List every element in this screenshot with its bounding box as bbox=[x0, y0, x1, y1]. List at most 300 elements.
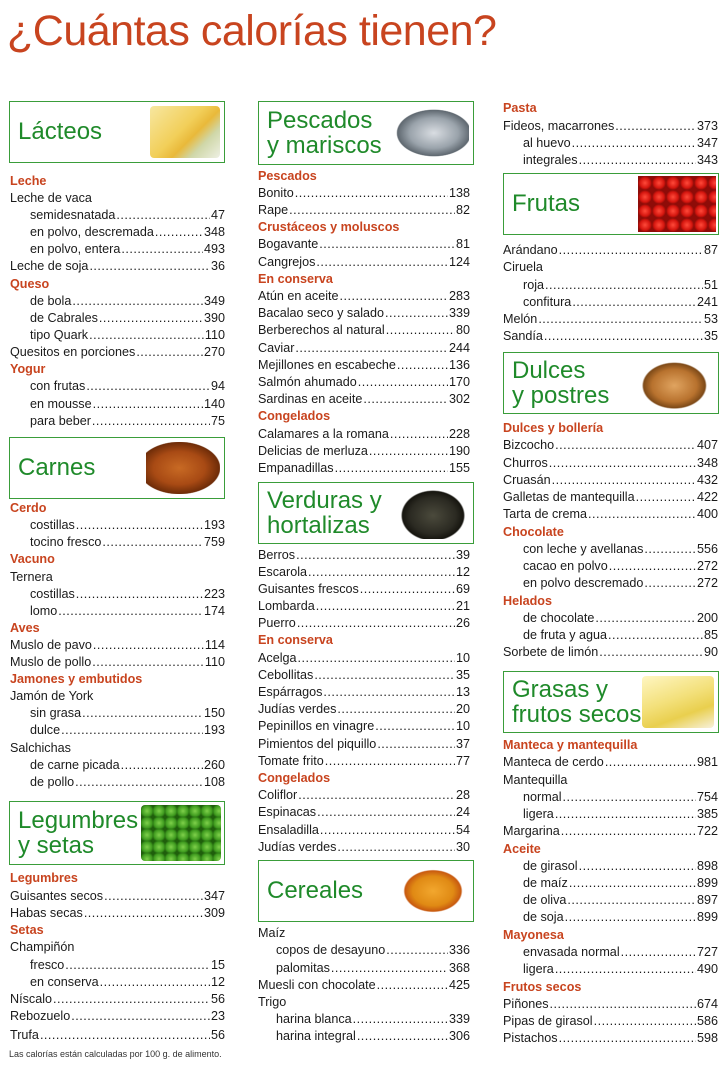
food-name: tocino fresco bbox=[30, 535, 102, 549]
dot-leader bbox=[295, 340, 448, 357]
food-row bbox=[10, 637, 225, 654]
food-group-label: Ternera bbox=[10, 570, 53, 584]
calorie-value: 272 bbox=[696, 559, 718, 573]
calorie-value: 228 bbox=[448, 427, 470, 441]
section-title-line2: y setas bbox=[18, 832, 95, 859]
food-row bbox=[523, 875, 718, 892]
food-name: Espárragos bbox=[258, 685, 323, 699]
dot-leader bbox=[325, 753, 455, 770]
calorie-value: 69 bbox=[455, 582, 470, 596]
food-row bbox=[30, 310, 225, 327]
category-heading: En conserva bbox=[258, 272, 333, 286]
food-row bbox=[503, 472, 718, 489]
calorie-value: 898 bbox=[696, 859, 718, 873]
calorie-value: 90 bbox=[703, 645, 718, 659]
food-name: en polvo, entera bbox=[30, 242, 121, 256]
dot-leader bbox=[357, 1028, 448, 1045]
food-name: Habas secas bbox=[10, 906, 83, 920]
food-row bbox=[30, 413, 225, 430]
calorie-value: 12 bbox=[210, 975, 225, 989]
dot-leader bbox=[100, 974, 210, 991]
food-name: en polvo, descremada bbox=[30, 225, 154, 239]
food-name: en mousse bbox=[30, 397, 92, 411]
dot-leader bbox=[76, 586, 203, 603]
calorie-value: 349 bbox=[203, 294, 225, 308]
dot-leader bbox=[337, 701, 455, 718]
food-row bbox=[10, 991, 225, 1008]
category-heading: Mayonesa bbox=[503, 928, 564, 942]
calorie-value: 347 bbox=[203, 889, 225, 903]
food-row bbox=[30, 534, 225, 551]
calorie-value: 302 bbox=[448, 392, 470, 406]
dot-leader bbox=[644, 575, 696, 592]
food-row bbox=[258, 667, 470, 684]
food-name: Judías verdes bbox=[258, 840, 337, 854]
food-row bbox=[523, 575, 718, 592]
food-row bbox=[258, 460, 470, 477]
calorie-value: 490 bbox=[696, 962, 718, 976]
food-row bbox=[523, 858, 718, 875]
food-group-label: Jamón de York bbox=[10, 689, 94, 703]
food-row bbox=[276, 960, 470, 977]
food-name: cacao en polvo bbox=[523, 559, 608, 573]
calorie-value: 37 bbox=[455, 737, 470, 751]
section-frutas bbox=[503, 173, 719, 235]
calorie-value: 35 bbox=[703, 329, 718, 343]
calorie-value: 348 bbox=[203, 225, 225, 239]
dot-leader bbox=[75, 774, 203, 791]
category-heading: Frutos secos bbox=[503, 980, 582, 994]
food-row bbox=[523, 277, 718, 294]
dot-leader bbox=[136, 344, 203, 361]
food-name: roja bbox=[523, 278, 544, 292]
food-name: harina blanca bbox=[276, 1012, 352, 1026]
food-row bbox=[258, 357, 470, 374]
food-row bbox=[258, 202, 470, 219]
calorie-value: 28 bbox=[455, 788, 470, 802]
calorie-value: 722 bbox=[696, 824, 718, 838]
food-row bbox=[276, 1028, 470, 1045]
category-heading: Aves bbox=[10, 621, 40, 635]
calorie-value: 190 bbox=[448, 444, 470, 458]
fish-image bbox=[391, 106, 469, 160]
section-title-line1: Pescados bbox=[267, 107, 373, 134]
food-row bbox=[523, 944, 718, 961]
dot-leader bbox=[99, 310, 203, 327]
section-title-line2: hortalizas bbox=[267, 512, 370, 539]
dot-leader bbox=[385, 305, 448, 322]
dot-leader bbox=[121, 757, 203, 774]
food-group-label: Ciruela bbox=[503, 260, 543, 274]
calorie-value: 400 bbox=[696, 507, 718, 521]
category-heading: Leche bbox=[10, 174, 47, 188]
food-row bbox=[10, 1008, 225, 1025]
calorie-value: 586 bbox=[696, 1014, 718, 1028]
food-row bbox=[30, 757, 225, 774]
food-name: Muslo de pavo bbox=[10, 638, 92, 652]
food-row bbox=[258, 547, 470, 564]
food-row bbox=[523, 294, 718, 311]
dot-leader bbox=[289, 202, 455, 219]
calorie-value: 81 bbox=[455, 237, 470, 251]
footnote: Las calorías están calculadas por 100 g. de alimento. bbox=[9, 1049, 222, 1059]
food-row bbox=[30, 517, 225, 534]
calorie-value: 39 bbox=[455, 548, 470, 562]
food-name: Galletas de mantequilla bbox=[503, 490, 635, 504]
calorie-value: 200 bbox=[696, 611, 718, 625]
food-name: dulce bbox=[30, 723, 61, 737]
dot-leader bbox=[579, 858, 696, 875]
dot-leader bbox=[92, 654, 204, 671]
dot-leader bbox=[104, 888, 203, 905]
section-title-line2: y postres bbox=[512, 382, 610, 409]
food-name: Lombarda bbox=[258, 599, 315, 613]
dot-leader bbox=[84, 905, 203, 922]
calorie-value: 15 bbox=[210, 958, 225, 972]
calorie-value: 407 bbox=[696, 438, 718, 452]
dot-leader bbox=[65, 957, 210, 974]
calorie-value: 241 bbox=[696, 295, 718, 309]
food-name: Berros bbox=[258, 548, 296, 562]
dot-leader bbox=[588, 506, 696, 523]
calorie-value: 82 bbox=[455, 203, 470, 217]
food-row bbox=[30, 396, 225, 413]
food-row bbox=[503, 328, 718, 345]
dot-leader bbox=[58, 603, 203, 620]
food-row bbox=[503, 644, 718, 661]
calorie-value: 272 bbox=[696, 576, 718, 590]
food-row bbox=[10, 344, 225, 361]
food-name: en polvo descremado bbox=[523, 576, 644, 590]
food-name: Calamares a la romana bbox=[258, 427, 389, 441]
food-row bbox=[503, 311, 718, 328]
food-name: fresco bbox=[30, 958, 65, 972]
food-row bbox=[30, 722, 225, 739]
food-name: Delicias de merluza bbox=[258, 444, 368, 458]
food-row bbox=[523, 152, 718, 169]
dot-leader bbox=[331, 960, 448, 977]
calorie-value: 54 bbox=[455, 823, 470, 837]
food-name: con frutas bbox=[30, 379, 86, 393]
food-name: Muslo de pollo bbox=[10, 655, 92, 669]
calorie-value: 110 bbox=[204, 328, 225, 342]
food-name: sin grasa bbox=[30, 706, 82, 720]
calorie-value: 94 bbox=[210, 379, 225, 393]
food-group-label: Leche de vaca bbox=[10, 191, 92, 205]
dot-leader bbox=[295, 185, 448, 202]
dot-leader bbox=[358, 374, 448, 391]
food-name: Cangrejos bbox=[258, 255, 316, 269]
dot-leader bbox=[549, 455, 696, 472]
calorie-value: 56 bbox=[210, 992, 225, 1006]
calorie-value: 897 bbox=[696, 893, 718, 907]
food-row bbox=[503, 437, 718, 454]
food-name: de Cabrales bbox=[30, 311, 98, 325]
category-heading: Aceite bbox=[503, 842, 541, 856]
food-name: de maíz bbox=[523, 876, 568, 890]
food-row bbox=[30, 327, 225, 344]
section-title-line2: frutos secos bbox=[512, 701, 642, 728]
dot-leader bbox=[323, 684, 455, 701]
dot-leader bbox=[565, 909, 696, 926]
dot-leader bbox=[92, 413, 210, 430]
calorie-value: 108 bbox=[203, 775, 225, 789]
food-name: Tomate frito bbox=[258, 754, 324, 768]
calorie-value: 35 bbox=[455, 668, 470, 682]
food-name: Manteca de cerdo bbox=[503, 755, 604, 769]
food-row bbox=[258, 839, 470, 856]
dot-leader bbox=[563, 789, 696, 806]
food-row bbox=[258, 185, 470, 202]
calorie-value: 270 bbox=[203, 345, 225, 359]
food-row bbox=[258, 288, 470, 305]
food-row bbox=[258, 322, 470, 339]
cereal-bowl-image bbox=[397, 865, 469, 917]
dot-leader bbox=[599, 644, 703, 661]
dot-leader bbox=[550, 996, 696, 1013]
food-row bbox=[258, 977, 470, 994]
food-name: Ensaladilla bbox=[258, 823, 319, 837]
dot-leader bbox=[116, 207, 210, 224]
category-heading: Dulces y bollería bbox=[503, 421, 604, 435]
calorie-value: 10 bbox=[455, 719, 470, 733]
food-row bbox=[10, 1027, 225, 1044]
section-title: Carnes bbox=[18, 454, 96, 481]
calorie-value: 114 bbox=[204, 638, 225, 652]
dot-leader bbox=[72, 293, 203, 310]
food-name: Bonito bbox=[258, 186, 294, 200]
food-row bbox=[30, 224, 225, 241]
category-heading: Chocolate bbox=[503, 525, 564, 539]
food-name: Atún en aceite bbox=[258, 289, 339, 303]
calorie-value: 981 bbox=[696, 755, 718, 769]
calorie-value: 493 bbox=[203, 242, 225, 256]
food-name: Cruasán bbox=[503, 473, 551, 487]
food-name: de chocolate bbox=[523, 611, 595, 625]
calorie-value: 373 bbox=[696, 119, 718, 133]
food-row bbox=[258, 374, 470, 391]
food-name: Puerro bbox=[258, 616, 296, 630]
category-heading: En conserva bbox=[258, 633, 333, 647]
food-name: Arándano bbox=[503, 243, 558, 257]
calorie-value: 24 bbox=[455, 805, 470, 819]
food-row bbox=[523, 541, 718, 558]
food-name: palomitas bbox=[276, 961, 330, 975]
category-heading: Helados bbox=[503, 594, 552, 608]
calorie-value: 339 bbox=[448, 1012, 470, 1026]
dot-leader bbox=[308, 564, 455, 581]
section-title: Cereales bbox=[267, 877, 364, 904]
calorie-value: 283 bbox=[448, 289, 470, 303]
calorie-value: 85 bbox=[703, 628, 718, 642]
dot-leader bbox=[559, 242, 703, 259]
food-name: copos de desayuno bbox=[276, 943, 386, 957]
category-heading: Manteca y mantequilla bbox=[503, 738, 638, 752]
calorie-value: 150 bbox=[203, 706, 225, 720]
food-row bbox=[258, 718, 470, 735]
food-row bbox=[503, 1030, 718, 1047]
calorie-value: 674 bbox=[696, 997, 718, 1011]
dot-leader bbox=[595, 610, 696, 627]
food-name: Tarta de crema bbox=[503, 507, 587, 521]
food-name: Judías verdes bbox=[258, 702, 337, 716]
food-name: de carne picada bbox=[30, 758, 120, 772]
calorie-value: 339 bbox=[448, 306, 470, 320]
food-name: para beber bbox=[30, 414, 91, 428]
food-name: Espinacas bbox=[258, 805, 317, 819]
dot-leader bbox=[363, 391, 448, 408]
dot-leader bbox=[386, 942, 448, 959]
calorie-value: 87 bbox=[703, 243, 718, 257]
calorie-value: 174 bbox=[203, 604, 225, 618]
dot-leader bbox=[621, 944, 696, 961]
calorie-value: 223 bbox=[203, 587, 225, 601]
food-group-label: Mantequilla bbox=[503, 773, 568, 787]
dot-leader bbox=[609, 558, 696, 575]
calorie-value: 12 bbox=[455, 565, 470, 579]
dot-leader bbox=[375, 718, 455, 735]
dot-leader bbox=[93, 396, 203, 413]
calorie-value: 110 bbox=[204, 655, 225, 669]
dot-leader bbox=[377, 977, 448, 994]
butter-image bbox=[642, 676, 714, 728]
food-name: Fideos, macarrones bbox=[503, 119, 615, 133]
category-heading: Legumbres bbox=[10, 871, 78, 885]
food-name: lomo bbox=[30, 604, 58, 618]
food-name: Margarina bbox=[503, 824, 560, 838]
section-title-line2: y mariscos bbox=[267, 132, 382, 159]
food-row bbox=[30, 378, 225, 395]
section-title: Frutas bbox=[512, 190, 581, 217]
food-row bbox=[30, 705, 225, 722]
food-row bbox=[258, 804, 470, 821]
strawberries-image bbox=[638, 176, 716, 232]
food-row bbox=[10, 258, 225, 275]
dot-leader bbox=[298, 650, 455, 667]
calorie-value: 899 bbox=[696, 876, 718, 890]
food-name: Bacalao seco y salado bbox=[258, 306, 385, 320]
dot-leader bbox=[615, 118, 696, 135]
food-name: Bogavante bbox=[258, 237, 319, 251]
category-heading: Crustáceos y moluscos bbox=[258, 220, 400, 234]
food-name: Pistachos bbox=[503, 1031, 558, 1045]
section-dulces bbox=[503, 352, 719, 414]
dot-leader bbox=[636, 489, 696, 506]
category-heading: Setas bbox=[10, 923, 44, 937]
dot-leader bbox=[608, 627, 703, 644]
calorie-value: 754 bbox=[696, 790, 718, 804]
category-heading: Pescados bbox=[258, 169, 317, 183]
calorie-value: 140 bbox=[203, 397, 225, 411]
dot-leader bbox=[644, 541, 696, 558]
food-name: Pimientos del piquillo bbox=[258, 737, 377, 751]
food-row bbox=[258, 443, 470, 460]
calorie-value: 23 bbox=[210, 1009, 225, 1023]
dot-leader bbox=[369, 443, 448, 460]
food-name: Caviar bbox=[258, 341, 295, 355]
food-name: Acelga bbox=[258, 651, 297, 665]
dot-leader bbox=[320, 822, 455, 839]
food-row bbox=[503, 118, 718, 135]
food-row bbox=[503, 506, 718, 523]
category-heading: Pasta bbox=[503, 101, 537, 115]
section-pescados bbox=[258, 101, 474, 165]
dot-leader bbox=[61, 722, 203, 739]
food-name: ligera bbox=[523, 962, 554, 976]
calorie-value: 432 bbox=[696, 473, 718, 487]
food-name: de pollo bbox=[30, 775, 75, 789]
food-name: en conserva bbox=[30, 975, 99, 989]
food-name: integrales bbox=[523, 153, 578, 167]
food-name: normal bbox=[523, 790, 562, 804]
food-row bbox=[258, 581, 470, 598]
food-row bbox=[30, 207, 225, 224]
calorie-value: 138 bbox=[448, 186, 470, 200]
food-row bbox=[503, 754, 718, 771]
food-name: tipo Quark bbox=[30, 328, 89, 342]
food-name: Pipas de girasol bbox=[503, 1014, 593, 1028]
dot-leader bbox=[89, 258, 210, 275]
food-row bbox=[276, 1011, 470, 1028]
food-group-label: Trigo bbox=[258, 995, 287, 1009]
food-name: de girasol bbox=[523, 859, 578, 873]
food-row bbox=[30, 974, 225, 991]
section-verduras bbox=[258, 482, 474, 544]
section-title-line1: Dulces bbox=[512, 357, 586, 384]
food-name: de soja bbox=[523, 910, 564, 924]
food-row bbox=[10, 654, 225, 671]
category-heading: Cerdo bbox=[10, 501, 47, 515]
dot-leader bbox=[89, 327, 204, 344]
food-row bbox=[523, 558, 718, 575]
dot-leader bbox=[297, 615, 455, 632]
food-row bbox=[258, 305, 470, 322]
dot-leader bbox=[86, 378, 210, 395]
page-title: ¿Cuántas calorías tienen? bbox=[7, 7, 497, 55]
calorie-value: 53 bbox=[703, 312, 718, 326]
dot-leader bbox=[397, 357, 448, 374]
calorie-value: 47 bbox=[210, 208, 225, 222]
food-name: semidesnatada bbox=[30, 208, 116, 222]
food-row bbox=[258, 340, 470, 357]
food-row bbox=[503, 1013, 718, 1030]
calorie-value: 56 bbox=[210, 1028, 225, 1042]
dot-leader bbox=[93, 637, 204, 654]
dot-leader bbox=[544, 328, 703, 345]
food-name: Empanadillas bbox=[258, 461, 334, 475]
category-heading: Yogur bbox=[10, 362, 46, 376]
food-name: Coliflor bbox=[258, 788, 298, 802]
calorie-value: 385 bbox=[696, 807, 718, 821]
category-heading: Jamones y embutidos bbox=[10, 672, 143, 686]
dot-leader bbox=[296, 547, 455, 564]
calorie-value: 193 bbox=[203, 723, 225, 737]
calorie-value: 343 bbox=[696, 153, 718, 167]
food-name: Piñones bbox=[503, 997, 549, 1011]
food-name: costillas bbox=[30, 518, 75, 532]
section-title-line1: Verduras y bbox=[267, 487, 382, 514]
calorie-value: 759 bbox=[203, 535, 225, 549]
calorie-value: 26 bbox=[455, 616, 470, 630]
food-name: Muesli con chocolate bbox=[258, 978, 376, 992]
dot-leader bbox=[572, 135, 696, 152]
calorie-value: 30 bbox=[455, 840, 470, 854]
food-row bbox=[258, 650, 470, 667]
food-row bbox=[258, 615, 470, 632]
food-name: Mejillones en escabeche bbox=[258, 358, 396, 372]
category-heading: Queso bbox=[10, 277, 50, 291]
food-row bbox=[523, 627, 718, 644]
